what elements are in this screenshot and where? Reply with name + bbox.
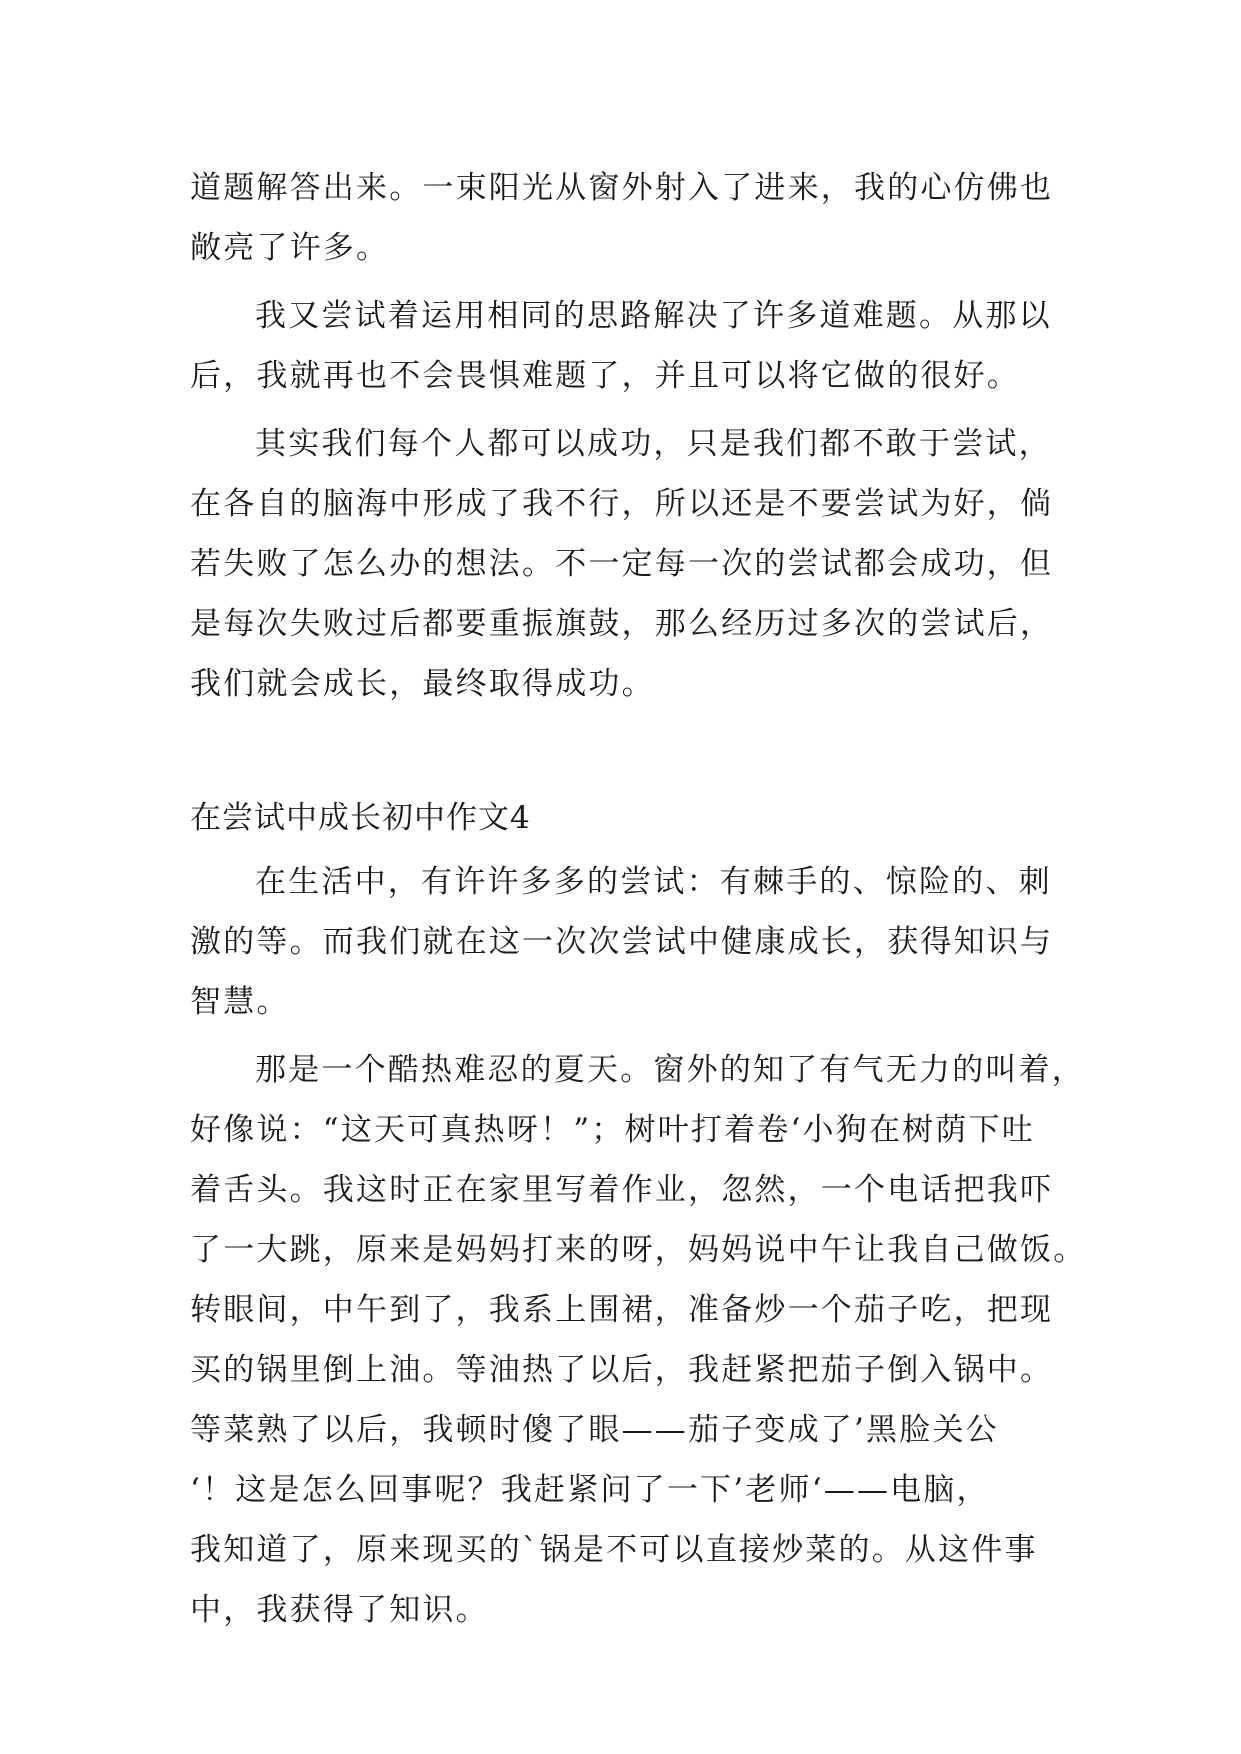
paragraph-line: 其实我们每个人都可以成功，只是我们都不敢于尝试， xyxy=(255,426,1052,462)
paragraph-line: 好像说：“这天可真热呀！”；树叶打着卷‘小狗在树荫下吐 xyxy=(190,1112,1035,1148)
paragraph-line: 转眼间，中午到了，我系上围裙，准备炒一个茄子吃，把现 xyxy=(190,1292,1054,1328)
paragraph-line: 在各自的脑海中形成了我不行，所以还是不要尝试为好，倘 xyxy=(190,486,1054,522)
paragraph-line: 了一大跳，原来是妈妈打来的呀，妈妈说中午让我自己做饭。 xyxy=(190,1232,1087,1268)
paragraph-line: 我们就会成长，最终取得成功。 xyxy=(190,666,655,702)
paragraph-line: 激的等。而我们就在这一次次尝试中健康成长，获得知识与 xyxy=(190,924,1054,960)
paragraph-line: 那是一个酷热难忍的夏天。窗外的知了有气无力的叫着， xyxy=(255,1052,1085,1088)
paragraph-line: 着舌头。我这时正在家里写着作业，忽然，一个电话把我吓 xyxy=(190,1172,1054,1208)
paragraph-line: 若失败了怎么办的想法。不一定每一次的尝试都会成功，但 xyxy=(190,546,1054,582)
paragraph-line: 后，我就再也不会畏惧难题了，并且可以将它做的很好。 xyxy=(190,358,1020,394)
paragraph-line: 道题解答出来。一束阳光从窗外射入了进来，我的心仿佛也 xyxy=(190,170,1054,206)
paragraph-line: 我又尝试着运用相同的思路解决了许多道难题。从那以 xyxy=(255,298,1052,334)
paragraph-line: 买的锅里倒上油。等油热了以后，我赶紧把茄子倒入锅中。 xyxy=(190,1352,1054,1388)
paragraph-line: 是每次失败过后都要重振旗鼓，那么经历过多次的尝试后， xyxy=(190,606,1054,642)
paragraph-line: 敞亮了许多。 xyxy=(190,230,390,266)
paragraph-line: 在生活中，有许许多多的尝试：有棘手的、惊险的、刺 xyxy=(255,864,1052,900)
paragraph-line: 智慧。 xyxy=(190,984,290,1020)
essay-heading: 在尝试中成长初中作文4 xyxy=(190,800,531,836)
paragraph-line: 中，我获得了知识。 xyxy=(190,1592,489,1628)
paragraph-line: 等菜熟了以后，我顿时傻了眼——茄子变成了’黑脸关公 xyxy=(190,1412,999,1448)
paragraph-line: ‘！这是怎么回事呢？我赶紧问了一下’老师‘——电脑， xyxy=(190,1472,990,1508)
paragraph-line: 我知道了，原来现买的`锅是不可以直接炒菜的。从这件事 xyxy=(190,1532,1038,1568)
